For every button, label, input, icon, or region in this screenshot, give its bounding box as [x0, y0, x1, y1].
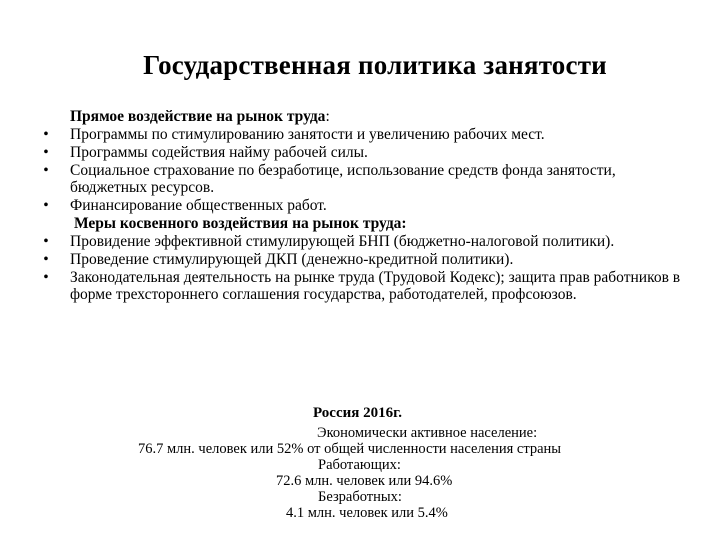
- active-population-value: 76.7 млн. человек или 52% от общей численности населения страны: [138, 441, 562, 457]
- unemployed-value: 4.1 млн. человек или 5.4%: [286, 505, 448, 521]
- stats-title: Россия 2016г.: [313, 405, 402, 421]
- employed-value: 72.6 млн. человек или 94.6%: [276, 473, 453, 489]
- employed-label: Работающих:: [318, 457, 401, 473]
- indirect-heading-text: Меры косвенного воздействия на рынок труда: [74, 215, 402, 232]
- bullet-icon: •: [43, 197, 49, 214]
- indirect-item-text: Законодательная деятельность на рынке труда (Трудовой Кодекс); защита прав работников в форме трехстороннего соглашения государства, работодателей, профсоюзов.: [70, 269, 681, 303]
- policy-content: [40, 108, 690, 304]
- list-item: [40, 162, 690, 196]
- list-item: [40, 251, 690, 268]
- direct-item-text: Финансирование общественных работ.: [70, 197, 327, 214]
- unemployed-label: Безработных:: [318, 489, 402, 505]
- bullet-icon: •: [43, 144, 49, 161]
- list-item: [40, 233, 690, 250]
- direct-heading: [40, 108, 690, 125]
- direct-heading-colon: :: [325, 108, 330, 125]
- slide-title: Государственная политика занятости: [143, 50, 607, 80]
- indirect-heading: [40, 215, 690, 232]
- list-item: [40, 144, 690, 161]
- bullet-icon: •: [43, 162, 49, 179]
- indirect-item-text: Проведение стимулирующей ДКП (денежно-кредитной политики).: [70, 251, 514, 268]
- list-item: [40, 126, 690, 143]
- indirect-item-text: Провидение эффективной стимулирующей БНП (бюджетно-налоговой политики).: [70, 233, 615, 250]
- bullet-icon: •: [43, 269, 49, 286]
- direct-item-text: Социальное страхование по безработице, использование средств фонда занятости, бюджетных ресурсов.: [70, 162, 616, 196]
- active-population-label: Экономически активное население:: [317, 425, 538, 441]
- bullet-icon: •: [43, 251, 49, 268]
- direct-item-text: Программы по стимулированию занятости и увеличению рабочих мест.: [70, 126, 545, 143]
- bullet-icon: •: [43, 126, 49, 143]
- indirect-heading-colon: :: [401, 215, 407, 232]
- list-item: [40, 197, 690, 214]
- bullet-icon: •: [43, 233, 49, 250]
- list-item: [40, 269, 690, 303]
- russia-stats: [0, 405, 720, 521]
- direct-heading-text: Прямое воздействие на рынок труда: [70, 108, 326, 125]
- direct-item-text: Программы содействия найму рабочей силы.: [70, 144, 368, 161]
